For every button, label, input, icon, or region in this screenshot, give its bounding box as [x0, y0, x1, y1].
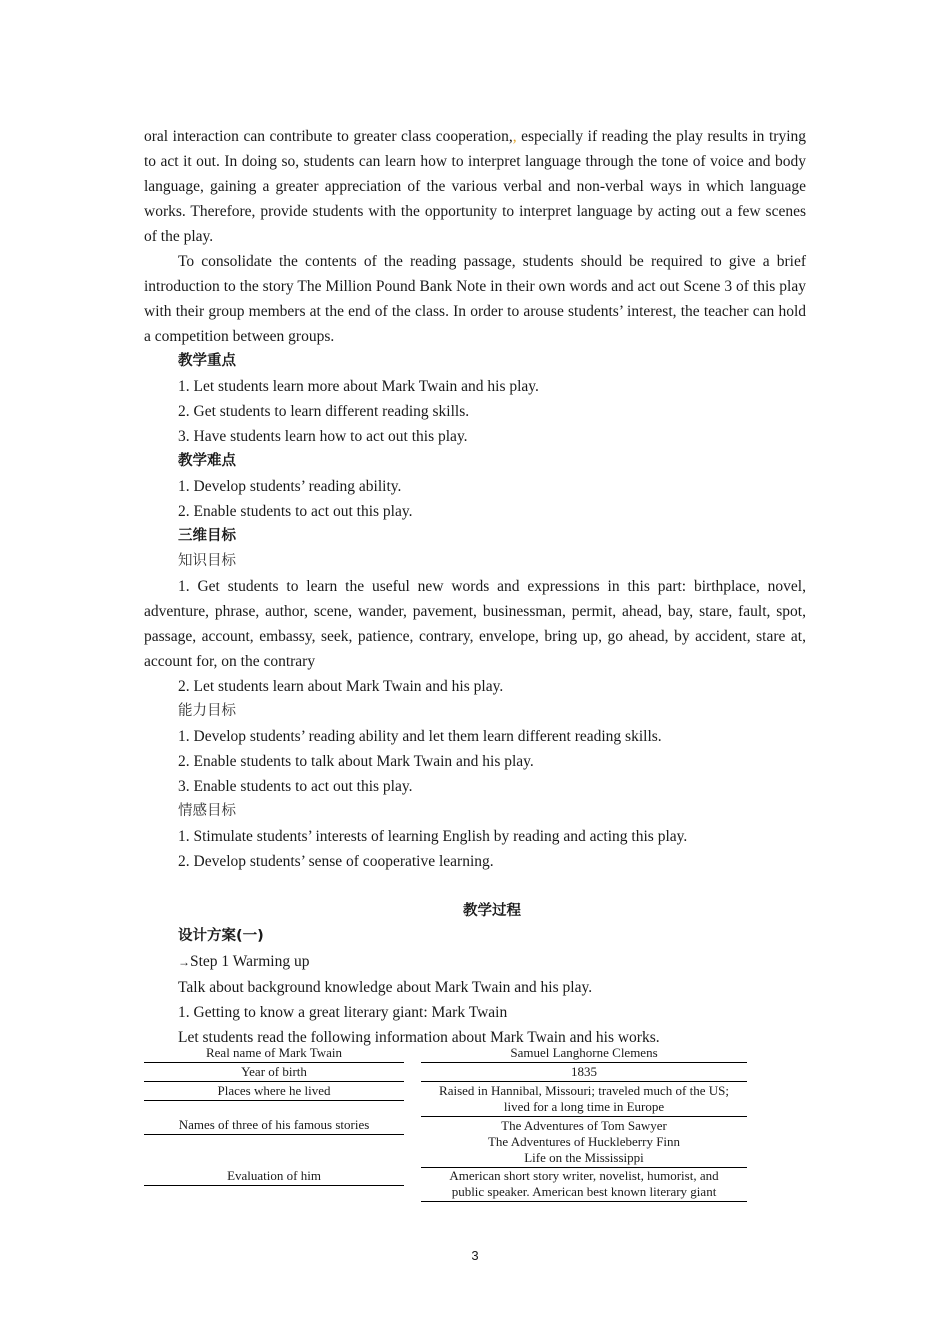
table-rule: [144, 1134, 404, 1135]
table-label: Names of three of his famous stories: [178, 1117, 370, 1132]
list-item: 3. Have students learn how to act out this play.: [178, 428, 468, 445]
edit-mark: ,: [512, 128, 517, 145]
process-line: Let students read the following information about Mark Twain and his works.: [178, 1029, 660, 1046]
list-item: 1. Stimulate students’ interests of learning English by reading and acting this play.: [178, 828, 688, 845]
table-rule: [144, 1081, 404, 1082]
list-item: 1. Develop students’ reading ability.: [178, 478, 402, 495]
table-rule: [421, 1062, 747, 1063]
table-value: The Adventures of Tom Sawyer The Adventures of Huckleberry Finn Life on the Mississippi: [487, 1118, 681, 1165]
list-item: 1. Develop students’ reading ability and let them learn different reading skills.: [178, 728, 662, 745]
table-rule: [144, 1100, 404, 1101]
list-item: 2. Enable students to talk about Mark Twain and his play.: [178, 753, 534, 770]
table-rule: [421, 1201, 747, 1202]
arrow-right-icon: →: [178, 955, 190, 969]
paragraph-consolidate: To consolidate the contents of the reading passage, students should be required to give a brief introduction to the story The Million Pound Bank Note in their own words and act out Scene 3 of this play with their group members at the end of the class. In order to arouse students’ interest, the teacher can hold a competition between groups.: [144, 253, 806, 345]
emotion-objective-heading: 情感目标: [178, 803, 236, 819]
teaching-process-heading: 教学过程: [463, 903, 521, 919]
list-item: 2. Let students learn about Mark Twain and his play.: [178, 678, 504, 695]
difficult-points-heading: 教学难点: [178, 453, 236, 469]
list-item: 2. Develop students’ sense of cooperative learning.: [178, 853, 494, 870]
table-value: 1835: [571, 1064, 597, 1079]
table-rule: [421, 1116, 747, 1117]
process-line: Talk about background knowledge about Mark Twain and his play.: [178, 979, 593, 996]
key-points-heading: 教学重点: [178, 353, 236, 369]
ability-objective-heading: 能力目标: [178, 703, 236, 719]
objectives-heading: 三维目标: [178, 528, 236, 544]
list-item: 3. Enable students to act out this play.: [178, 778, 413, 795]
table-rule: [144, 1185, 404, 1186]
table-rule: [421, 1081, 747, 1082]
table-value: American short story writer, novelist, humorist, and public speaker. American best known literary giant: [449, 1168, 719, 1199]
table-label: Real name of Mark Twain: [205, 1045, 343, 1060]
knowledge-objective-heading: 知识目标: [178, 553, 236, 569]
paragraph-oral-interaction: oral interaction can contribute to greater class cooperation,, especially if reading the play results in trying to act it out. In doing so, students can learn how to interpret language through the tone of voice and body language, gaining a greater appreciation of the various verbal and non-verbal ways in which language works. Therefore, provide students with the opportunity to interpret language by acting out a few scenes of the play.: [144, 128, 806, 245]
process-line: 1. Getting to know a great literary giant: Mark Twain: [178, 1004, 508, 1021]
table-label: Evaluation of him: [227, 1168, 321, 1183]
table-value: Samuel Langhorne Clemens: [510, 1045, 658, 1060]
step-heading: →Step 1 Warming up: [178, 953, 310, 970]
list-item: 2. Get students to learn different reading skills.: [178, 403, 470, 420]
knowledge-objective-vocabulary: 1. Get students to learn the useful new words and expressions in this part: birthplace, novel, adventure, phrase, author, scene, wander, pavement, businessman, permit, ahead, bay, stare, fault, spot, passage, account, embassy, seek, patience, contrary, envelope, bring up, go ahead, by accident, stare at, account for, on the contrary: [144, 578, 806, 670]
table-label: Year of birth: [241, 1064, 307, 1079]
page-body: [144, 124, 806, 1050]
page-number: 3: [471, 1248, 479, 1263]
table-label: Places where he lived: [217, 1083, 331, 1098]
table-value: Raised in Hannibal, Missouri; traveled much of the US; lived for a long time in Europe: [439, 1083, 729, 1114]
list-item: 2. Enable students to act out this play.: [178, 503, 413, 520]
table-rule: [144, 1062, 404, 1063]
plan-heading: 设计方案(一): [178, 928, 264, 944]
list-item: 1. Let students learn more about Mark Twain and his play.: [178, 378, 539, 395]
